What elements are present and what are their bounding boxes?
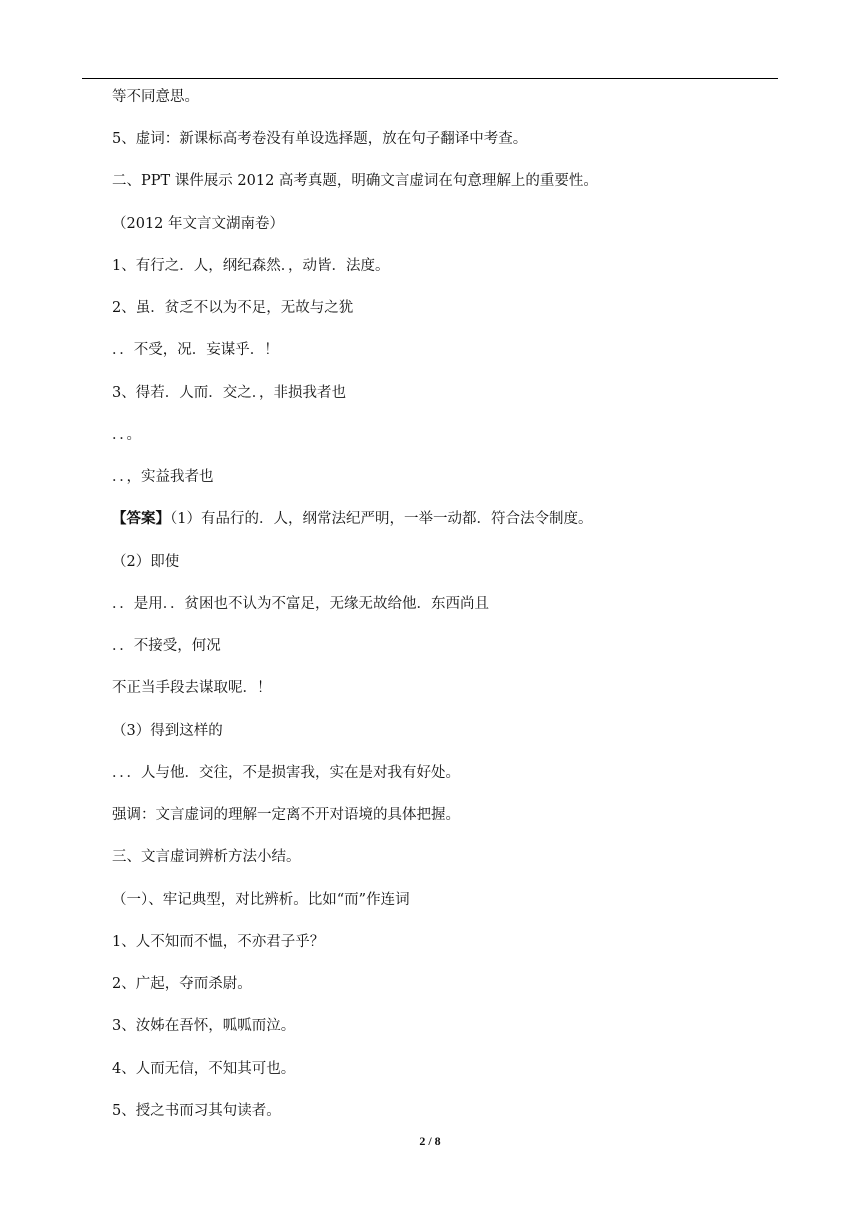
text-line: 3、汝姊在吾怀，呱呱而泣。 [112,1018,296,1034]
text-line: ．．不受，况．妄谋乎．！ [112,342,279,358]
text-line: 强调：文言虚词的理解一定离不开对语境的具体把握。 [112,807,460,823]
answer-line [112,509,592,529]
text-line: （2012 年文言文湖南卷） [112,216,285,232]
text-line: ．．。 [112,427,141,443]
text-line: （3）得到这样的 [112,723,223,739]
text-line: 二、PPT 课件展示 2012 高考真题，明确文言虚词在句意理解上的重要性。 [112,173,598,189]
text-line: 2、虽．贫乏不以为不足，无故与之犹 [112,300,354,316]
text-line: （一）、牢记典型，对比辨析。比如“而”作连词 [112,892,410,908]
text-line: （2）即使 [112,554,180,570]
answer-label: 【答案】 [112,510,170,527]
text-line: 5、授之书而习其句读者。 [112,1103,281,1119]
text-line: ．．，实益我者也 [112,469,214,485]
text-line: 不正当手段去谋取呢．！ [112,680,272,696]
text-line: 1、有行之．人，纲纪森然．，动皆．法度。 [112,258,390,274]
page-number: 2 / 8 [419,1134,441,1148]
text-line: 三、文言虚词辨析方法小结。 [112,849,301,865]
answer-text: （1）有品行的．人，纲常法纪严明，一举一动都．符合法令制度。 [170,511,593,527]
text-line: 5、虚词：新课标高考卷没有单设选择题，放在句子翻译中考查。 [112,131,528,147]
text-line: ．．不接受，何况 [112,638,221,654]
text-line: ．．是用．．贫困也不认为不富足，无缘无故给他．东西尚且 [112,596,489,612]
text-line: ．．．人与他．交往，不是损害我，实在是对我有好处。 [112,765,460,781]
text-line: 等不同意思。 [112,89,199,105]
text-line: 4、人而无信，不知其可也。 [112,1061,296,1077]
text-line: 2、广起，夺而杀尉。 [112,976,252,992]
text-line: 3、得若．人而．交之．，非损我者也 [112,385,346,401]
text-line: 1、人不知而不愠，不亦君子乎？ [112,934,325,950]
